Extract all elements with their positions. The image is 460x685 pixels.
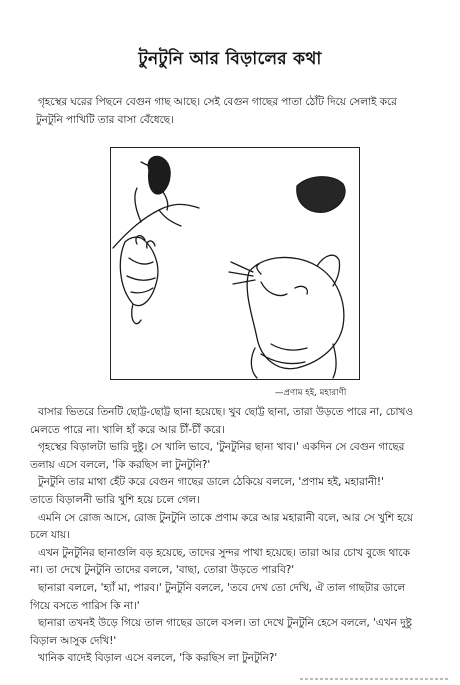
nest-leaf-detail	[131, 288, 153, 293]
cat-neck	[251, 348, 257, 378]
text-line: বাসার ভিতরে তিনটি ছোট্ট-ছোট্ট ছানা হয়েছে। খুব ছোট্ট ছানা, তারা উড়তে পারে না, চোখও	[38, 406, 414, 418]
branch-twig	[135, 188, 141, 222]
story-body	[30, 404, 413, 668]
cat-ear	[317, 255, 340, 286]
cat-mouth	[261, 282, 287, 296]
footer-rule	[300, 676, 450, 682]
cat-whisker	[233, 280, 255, 284]
text-line: খানিক বাদেই বিড়াল এসে বললে, 'কি করছিস লা টুনটুনি?'	[38, 652, 278, 665]
foliage-patch	[297, 177, 345, 213]
text-line: গিয়ে বসতে পারিস কি না।'	[30, 599, 140, 612]
text-line: এমনি সে রোজ আসে, রোজ টুনটুনি তাকে প্রণাম করে আর মহারানী বলে, আর সে খুশি হয়ে	[38, 511, 413, 524]
text-line: চলে যায়।	[30, 529, 70, 542]
page-title: টুনটুনি আর বিড়ালের কথা	[138, 49, 322, 69]
text-line: এখন টুনটুনির ছানাগুলি বড় হয়েছে, তাদের সুন্দর পাখা হয়েছে। তারা আর চোখ বুজে থাকে	[38, 546, 410, 559]
text-line: ছানারা বললে, 'হ্যাঁ মা, পারব।' টুনটুনি বললে, 'তবে দেখ তো দেখি, ঐ তাল গাছটার ডালে	[38, 581, 406, 594]
illustration-caption: —প্রণাম হই, মহারাণী	[275, 388, 347, 398]
intro-paragraph	[38, 94, 397, 129]
cat-neck	[333, 344, 336, 378]
cat-nose	[257, 264, 261, 274]
text-line: টুনটুনি পাখিটি তার বাসা বেঁধেছে।	[36, 113, 174, 126]
text-line: না। তা দেখে টুনটুনি তাদের বললে, 'বাছা, তোরা উড়তে পারবি?'	[30, 564, 295, 577]
text-line: মেলতে পারে না। খালি হাঁ করে আর চীঁ-চীঁ করে।	[30, 423, 225, 436]
text-line: বিড়াল আসুক দেখি!'	[30, 634, 117, 647]
text-line: গৃহস্থের ঘরের পিছনে বেগুন গাছ আছে। সেই বেগুন গাছের পাতা ঠোঁট দিয়ে সেলাই করে	[38, 96, 397, 108]
bird-body	[148, 156, 170, 194]
nest-leaf-detail	[129, 258, 153, 264]
illustration-frame	[110, 147, 360, 380]
nest-leaves	[120, 237, 158, 305]
text-line: তাতে বিড়ালনী ভারি খুশি হয়ে চলে গেল।	[30, 493, 200, 506]
cat-head	[247, 257, 344, 368]
cat-fur	[271, 344, 307, 350]
tailorbird-cat-illustration	[111, 148, 359, 379]
nest-leaf-detail	[127, 276, 155, 280]
branch-twig	[159, 210, 181, 226]
text-line: টুনটুনি তার মাথা হেঁট করে বেগুন গাছের ডালে ঠেকিয়ে বললে, 'প্রণাম হই, মহারানী!'	[38, 476, 384, 489]
text-line: ছানারা তখনই উড়ে গিয়ে তাল গাছের ডালে বসল। তা দেখে টুনটুনি হেসে বললে, 'এখন দুষ্টু	[38, 617, 412, 630]
cat-whisker	[231, 262, 253, 272]
text-line: তলায় এসে বললে, 'কি করছিস লা টুনটুনি?'	[30, 458, 211, 471]
cat-eye	[295, 286, 307, 294]
text-line: গৃহস্থের বিড়ালটা ভারি দুষ্টু। সে খালি ভাবে, 'টুনটুনির ছানা খাব।' একদিন সে বেগুন গাছের	[38, 441, 405, 454]
hanging-leaf	[132, 304, 141, 324]
